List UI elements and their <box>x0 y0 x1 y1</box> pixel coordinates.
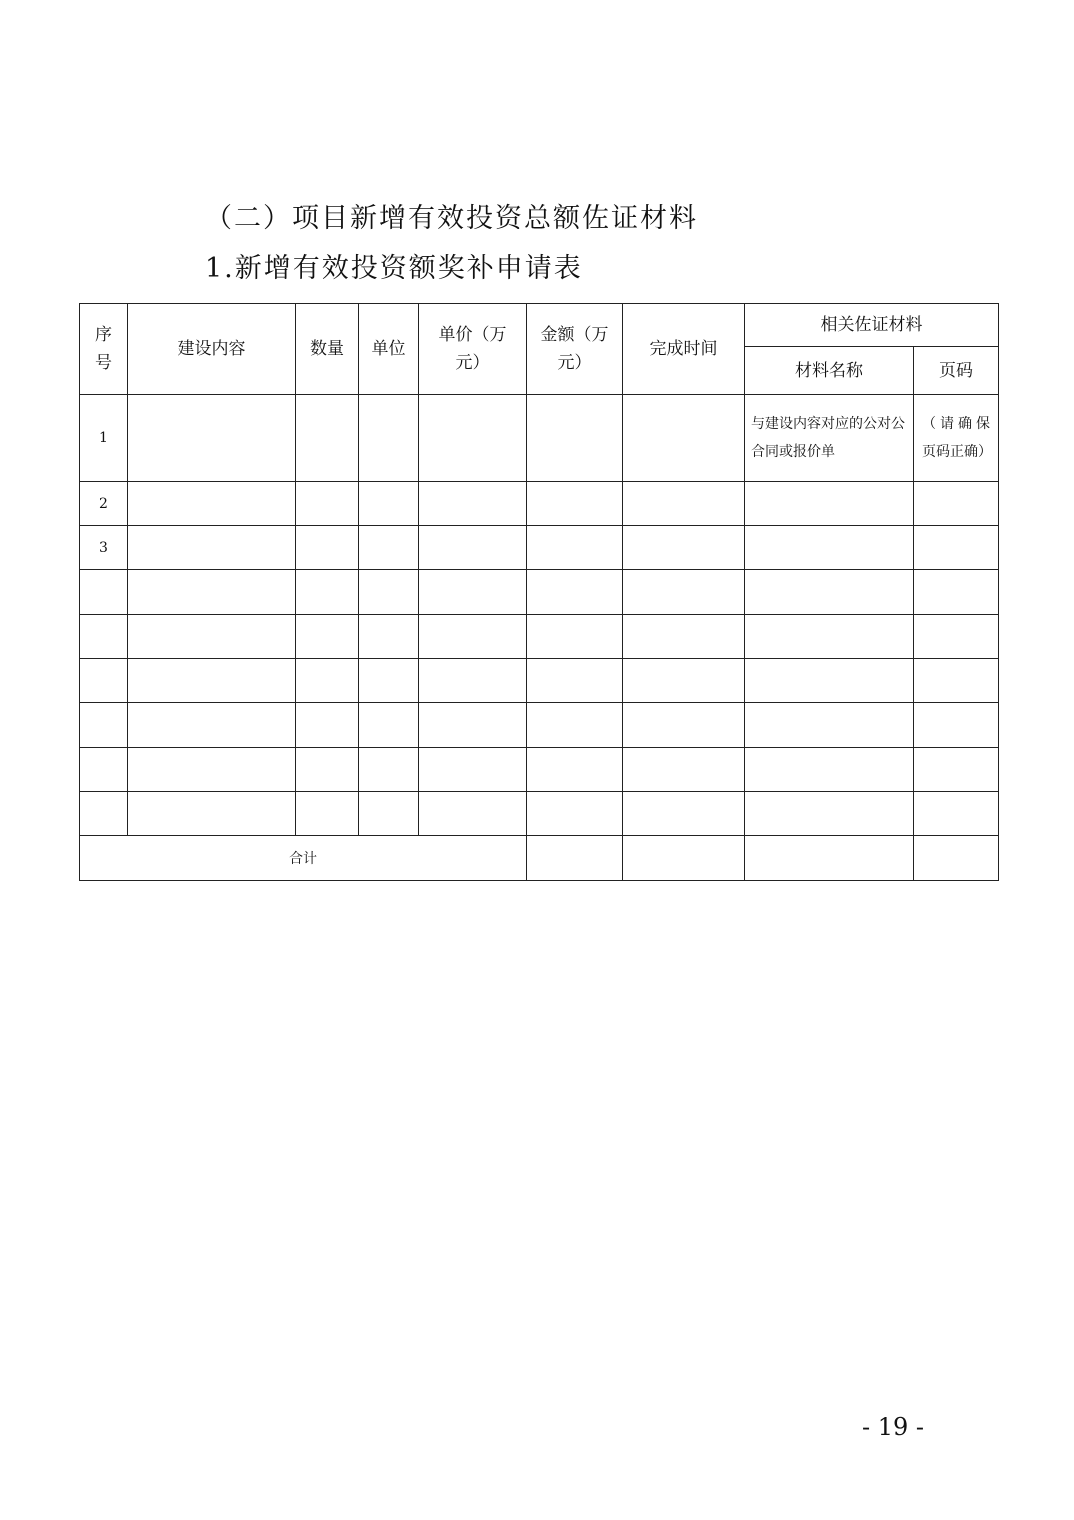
table-row <box>80 482 999 526</box>
cell-unit <box>359 482 419 526</box>
cell-content <box>128 570 296 615</box>
row-seq: 2 <box>80 482 128 526</box>
cell-completion-time <box>623 482 745 526</box>
cell-completion-time <box>623 615 745 659</box>
cell-unit-price <box>419 659 527 703</box>
header-unit-price: 单价（万元） <box>419 304 527 395</box>
total-page <box>914 836 999 881</box>
table-title: 1.新增有效投资额奖补申请表 <box>205 253 583 284</box>
row-seq <box>80 792 128 836</box>
cell-amount <box>527 395 623 482</box>
cell-page <box>914 748 999 792</box>
cell-page <box>914 792 999 836</box>
row-seq <box>80 570 128 615</box>
header-amount: 金额（万元） <box>527 304 623 395</box>
cell-page <box>914 659 999 703</box>
cell-unit <box>359 615 419 659</box>
cell-unit-price <box>419 748 527 792</box>
total-row <box>80 836 999 881</box>
cell-content <box>128 748 296 792</box>
total-label: 合计 <box>80 836 527 881</box>
total-amount <box>527 836 623 881</box>
table-row <box>80 792 999 836</box>
cell-unit-price <box>419 482 527 526</box>
table-row <box>80 395 999 482</box>
cell-amount <box>527 526 623 570</box>
cell-quantity <box>296 703 359 748</box>
cell-amount <box>527 615 623 659</box>
cell-unit-price <box>419 570 527 615</box>
page-note: （请确保页码正确） <box>914 395 999 482</box>
cell-amount <box>527 570 623 615</box>
material-note: 与建设内容对应的公对公合同或报价单 <box>745 395 914 482</box>
cell-content <box>128 792 296 836</box>
cell-unit <box>359 570 419 615</box>
cell-unit-price <box>419 615 527 659</box>
row-seq: 1 <box>80 395 128 482</box>
table-row <box>80 703 999 748</box>
cell-quantity <box>296 395 359 482</box>
cell-amount <box>527 482 623 526</box>
table-row <box>80 615 999 659</box>
header-seq: 序号 <box>80 304 128 395</box>
cell-page <box>914 615 999 659</box>
table-row <box>80 526 999 570</box>
cell-amount <box>527 703 623 748</box>
cell-unit <box>359 792 419 836</box>
cell-material-name <box>745 748 914 792</box>
cell-quantity <box>296 659 359 703</box>
cell-unit <box>359 703 419 748</box>
cell-content <box>128 659 296 703</box>
cell-unit <box>359 748 419 792</box>
header-quantity: 数量 <box>296 304 359 395</box>
cell-content <box>128 395 296 482</box>
table-row <box>80 659 999 703</box>
row-seq <box>80 659 128 703</box>
cell-unit <box>359 659 419 703</box>
total-completion-time <box>623 836 745 881</box>
section-title: （二）项目新增有效投资总额佐证材料 <box>205 203 698 234</box>
cell-page <box>914 703 999 748</box>
cell-amount <box>527 659 623 703</box>
cell-quantity <box>296 792 359 836</box>
page-number: - 19 - <box>862 1413 925 1441</box>
cell-material-name <box>745 526 914 570</box>
cell-unit-price <box>419 395 527 482</box>
cell-content <box>128 526 296 570</box>
cell-content <box>128 703 296 748</box>
table-row <box>80 748 999 792</box>
header-unit: 单位 <box>359 304 419 395</box>
cell-completion-time <box>623 570 745 615</box>
cell-unit <box>359 395 419 482</box>
header-content: 建设内容 <box>128 304 296 395</box>
cell-unit <box>359 526 419 570</box>
cell-material-name <box>745 615 914 659</box>
cell-amount <box>527 748 623 792</box>
cell-content <box>128 482 296 526</box>
row-seq <box>80 615 128 659</box>
header-evidence-group: 相关佐证材料 <box>745 304 999 347</box>
table-row <box>80 570 999 615</box>
cell-completion-time <box>623 792 745 836</box>
cell-page <box>914 526 999 570</box>
row-seq <box>80 703 128 748</box>
header-material-name: 材料名称 <box>745 347 914 395</box>
cell-material-name <box>745 482 914 526</box>
cell-unit-price <box>419 526 527 570</box>
cell-unit-price <box>419 703 527 748</box>
cell-unit-price <box>419 792 527 836</box>
cell-quantity <box>296 482 359 526</box>
cell-quantity <box>296 526 359 570</box>
row-seq <box>80 748 128 792</box>
cell-material-name <box>745 659 914 703</box>
total-material-name <box>745 836 914 881</box>
cell-page <box>914 482 999 526</box>
cell-completion-time <box>623 526 745 570</box>
cell-completion-time <box>623 748 745 792</box>
cell-quantity <box>296 570 359 615</box>
cell-completion-time <box>623 659 745 703</box>
cell-page <box>914 570 999 615</box>
cell-content <box>128 615 296 659</box>
header-page: 页码 <box>914 347 999 395</box>
cell-material-name <box>745 570 914 615</box>
cell-completion-time <box>623 703 745 748</box>
cell-material-name <box>745 703 914 748</box>
cell-quantity <box>296 615 359 659</box>
cell-material-name <box>745 792 914 836</box>
cell-quantity <box>296 748 359 792</box>
cell-amount <box>527 792 623 836</box>
header-completion-time: 完成时间 <box>623 304 745 395</box>
row-seq: 3 <box>80 526 128 570</box>
cell-completion-time <box>623 395 745 482</box>
investment-subsidy-table <box>79 303 999 881</box>
